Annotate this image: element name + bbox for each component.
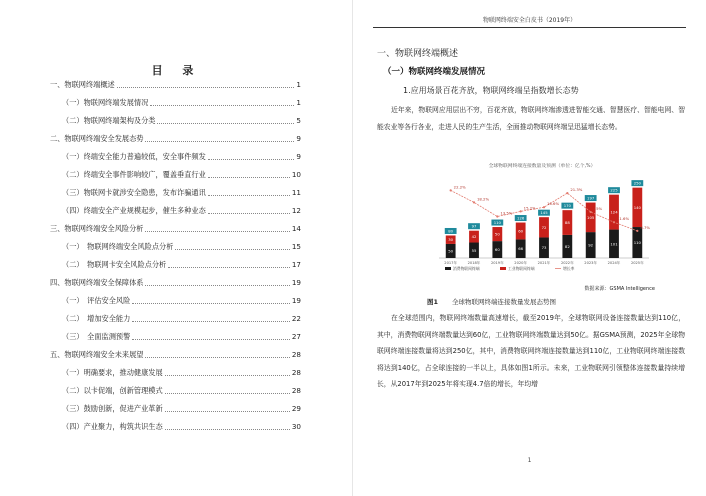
toc-entry-label: （四）产业聚力，构筑共识生态 [62, 422, 163, 431]
bar-industrial-label: 72 [541, 224, 547, 230]
legend-label: 增长率 [563, 266, 575, 271]
x-tick-label: 2017年 [444, 261, 458, 265]
x-tick-label: 2024年 [607, 261, 621, 265]
toc-entry-label: （二） 增加安全能力 [62, 314, 131, 323]
bar-consumer-label: 73 [541, 245, 547, 251]
growth-point [496, 215, 498, 217]
toc-leader-dots [208, 176, 290, 178]
figure-caption [427, 297, 657, 306]
page-number: 1 [527, 457, 532, 464]
legend-label: 消费物联网终端 [453, 266, 480, 271]
toc-entry-label: （一） 评估安全风险 [62, 296, 131, 305]
toc-entry-page: 9 [296, 152, 301, 161]
toc-entry[interactable] [62, 258, 301, 270]
legend-swatch [500, 267, 506, 270]
toc-leader-dots [165, 428, 290, 430]
toc-leader-dots [145, 284, 289, 286]
toc-leader-dots [150, 104, 294, 106]
bar-industrial-label: 88 [564, 220, 570, 226]
x-tick-label: 2018年 [467, 261, 481, 265]
toc-entry[interactable] [50, 78, 301, 90]
toc-entry-page: 1 [296, 98, 301, 107]
toc-entry-label: 四、物联网终端安全保障体系 [50, 278, 144, 287]
growth-point [543, 206, 545, 208]
toc-entry[interactable] [62, 294, 301, 306]
toc-entry[interactable] [62, 402, 301, 414]
toc-leader-dots [168, 266, 290, 268]
bar-consumer-label: 92 [588, 242, 594, 248]
bar-industrial-label: 30 [448, 237, 454, 243]
toc-entry-page: 22 [291, 314, 301, 323]
toc-title: 目 录 [151, 64, 202, 77]
bar-consumer-label: 55 [471, 247, 477, 253]
bar-consumer-label: 50 [448, 248, 454, 254]
x-tick-label: 2019年 [490, 261, 504, 265]
growth-point [520, 210, 522, 212]
toc-entry-page: 9 [296, 134, 301, 143]
growth-label: 15% [593, 206, 603, 211]
toc-entry-page: 5 [296, 116, 301, 125]
total-label: 145 [540, 210, 548, 216]
toc-leader-dots [132, 320, 290, 322]
legend-label: 工业物联网终端 [508, 266, 535, 271]
x-tick-label: 2022年 [560, 261, 574, 265]
total-label: 97 [471, 223, 477, 229]
toc-leader-dots [132, 302, 290, 304]
toc-leader-dots [145, 230, 289, 232]
growth-point [636, 230, 638, 232]
toc-entry-page: 19 [291, 296, 301, 305]
connections-chart [427, 160, 657, 295]
growth-point [590, 211, 592, 213]
toc-entry[interactable] [62, 384, 301, 396]
toc-entry-page: 27 [291, 332, 301, 341]
toc-entry-page: 19 [291, 278, 301, 287]
toc-entry-page: 28 [291, 368, 301, 377]
sub-title: 1.应用场景百花齐放，物联网终端呈指数增长态势 [403, 86, 579, 95]
x-tick-label: 2023年 [584, 261, 598, 265]
toc-leader-dots [132, 338, 290, 340]
chart-source: 数据来源：GSMA Intelligence [584, 286, 655, 292]
toc-entry-label: （二） 物联网卡安全风险点分析 [62, 260, 167, 269]
toc-entry[interactable] [62, 420, 301, 432]
section-title: （一）物联网终端发展情况 [383, 67, 486, 77]
toc-entry-page: 10 [291, 170, 301, 179]
body-paragraph: 在全球范围内，物联网终端数量高速增长，截至2019年，全球物联网设备连接数量达到110亿，其中，消费物联网终端数量达到60亿，工业物联网终端数量达到50亿。据GSMA预测，2025年全球物联网终端连接数量将达到250亿，其中，消费物联网终端连接数量达到110亿，工业物联网终端连接数将达到140亿，占全球连接的一半以上，具体如图1所示。未来，工业物联网引领整体连接数量持续增长，从2017年到2025年将实现4.7倍的增长，年均增 [377, 314, 685, 388]
toc-entry[interactable] [62, 150, 301, 162]
toc-entry-label: （三）鼓励创新，促进产业革新 [62, 404, 163, 413]
growth-point [450, 189, 452, 191]
toc-entry-label: （二）以卡促端，创新管理模式 [62, 386, 163, 395]
x-tick-label: 2020年 [514, 261, 528, 265]
toc-entry[interactable] [50, 348, 301, 360]
chapter-title: 一、物联网终端概述 [377, 49, 459, 59]
growth-label: 15.2% [523, 205, 536, 211]
body-paragraph: 近年来，物联网应用层出不穷，百花齐放，物联网终端渗透进智能交通、智慧医疗、智能电网、智能农业等各行各业，走进人民的生产生活，全面推动物联网终端呈迅猛增长态势。 [377, 106, 685, 131]
toc-entry-label: （一）终端安全能力普遍较低，安全事件频发 [62, 152, 206, 161]
toc-entry[interactable] [62, 366, 301, 378]
total-label: 170 [563, 203, 571, 209]
total-label: 110 [493, 220, 501, 226]
toc-leader-dots [165, 374, 290, 376]
toc-leader-dots [175, 248, 289, 250]
growth-label: 11.6% [617, 216, 630, 222]
bar-consumer-label: 66 [518, 246, 524, 252]
bar-consumer-label: 60 [494, 247, 500, 253]
toc-entry-label: （一）明确要求，推动健康发展 [62, 368, 163, 377]
toc-entry-label: （一） 物联网终端安全风险点分析 [62, 242, 174, 251]
toc-entry-page: 15 [291, 242, 301, 251]
toc-entry[interactable] [62, 114, 301, 126]
toc-leader-dots [208, 212, 290, 214]
growth-point [473, 201, 475, 203]
toc-entry-page: 29 [291, 404, 301, 413]
total-label: 80 [448, 228, 454, 234]
total-label: 250 [633, 180, 641, 186]
bar-consumer-label: 82 [564, 243, 570, 249]
toc-entry-label: （四）终端安全产业规模起步，催生多种业态 [62, 206, 206, 215]
toc-leader-dots [145, 140, 294, 142]
growth-point [566, 192, 568, 194]
toc-entry[interactable] [62, 330, 301, 342]
toc-leader-dots [157, 122, 294, 124]
growth-label: 22.2% [453, 184, 466, 190]
bar-industrial-label: 50 [494, 231, 500, 237]
toc-entry-label: （二）终端安全事件影响较广，覆盖垂直行业 [62, 170, 206, 179]
toc-entry[interactable] [62, 168, 301, 180]
bar-industrial-label: 60 [518, 228, 524, 234]
toc-leader-dots [145, 356, 289, 358]
toc-entry-page: 1 [296, 80, 301, 89]
bar-consumer-label: 101 [610, 241, 618, 247]
growth-label: 13.5% [500, 210, 513, 216]
growth-label: 18.2% [477, 196, 490, 202]
total-label: 225 [610, 187, 618, 193]
chart-title: 全球物联网终端连接数量及预测（单位：亿个,%） [488, 164, 596, 169]
toc-entry-page: 30 [291, 422, 301, 431]
toc-entry-label: （三） 全面监测预警 [62, 332, 131, 341]
running-header: 物联网终端安全白皮书（2019年） [373, 15, 686, 28]
bar-industrial-label: 105 [587, 214, 595, 220]
toc-entry[interactable] [50, 132, 301, 144]
bar-industrial-label: 124 [610, 209, 618, 215]
bar-industrial-label: 140 [633, 204, 641, 210]
content-page [353, 0, 706, 496]
toc-entry-page: 12 [291, 206, 301, 215]
toc-leader-dots [165, 392, 290, 394]
toc-entry[interactable] [62, 240, 301, 252]
growth-label: 16.6% [547, 201, 560, 207]
toc-entry-page: 28 [291, 386, 301, 395]
x-tick-label: 2025年 [630, 261, 644, 265]
growth-label: 21.3% [570, 187, 583, 193]
toc-entry-page: 14 [291, 224, 301, 233]
toc-entry[interactable] [62, 186, 301, 198]
growth-point [613, 221, 615, 223]
bar-consumer-label: 110 [633, 240, 641, 246]
toc-leader-dots [117, 86, 295, 88]
toc-entry-label: 二、物联网终端安全发展态势 [50, 134, 144, 143]
toc-entry-label: （三）物联网卡就涉安全隐患，发布诈骗通讯 [62, 188, 206, 197]
toc-entry-page: 28 [291, 350, 301, 359]
legend-swatch [445, 267, 451, 270]
toc-entry[interactable] [62, 312, 301, 324]
toc-entry[interactable] [50, 222, 301, 234]
toc-entry[interactable] [62, 204, 301, 216]
toc-entry[interactable] [62, 96, 301, 108]
toc-entry-label: 三、物联网终端安全风险分析 [50, 224, 144, 233]
toc-entry-page: 17 [291, 260, 301, 269]
toc-entry-label: 一、物联网终端概述 [50, 80, 115, 89]
bar-industrial-label: 42 [471, 234, 477, 240]
toc-entry-label: （一）物联网终端发展情况 [62, 98, 149, 107]
toc-entry-page: 11 [291, 188, 301, 197]
toc-leader-dots [208, 194, 290, 196]
growth-label: 8.7% [640, 224, 650, 230]
toc-leader-dots [165, 410, 290, 412]
toc-entry[interactable] [50, 276, 301, 288]
toc-entry-label: 五、物联网终端安全未来展望 [50, 350, 144, 359]
toc-entry-label: （二）物联网终端架构及分类 [62, 116, 156, 125]
toc-leader-dots [208, 158, 295, 160]
x-tick-label: 2021年 [537, 261, 551, 265]
figure-caption-text: 全球物联网终端连接数量发展态势图 [452, 298, 557, 306]
figure-number: 图1 [427, 298, 439, 306]
total-label: 197 [587, 195, 595, 201]
total-label: 126 [517, 215, 525, 221]
